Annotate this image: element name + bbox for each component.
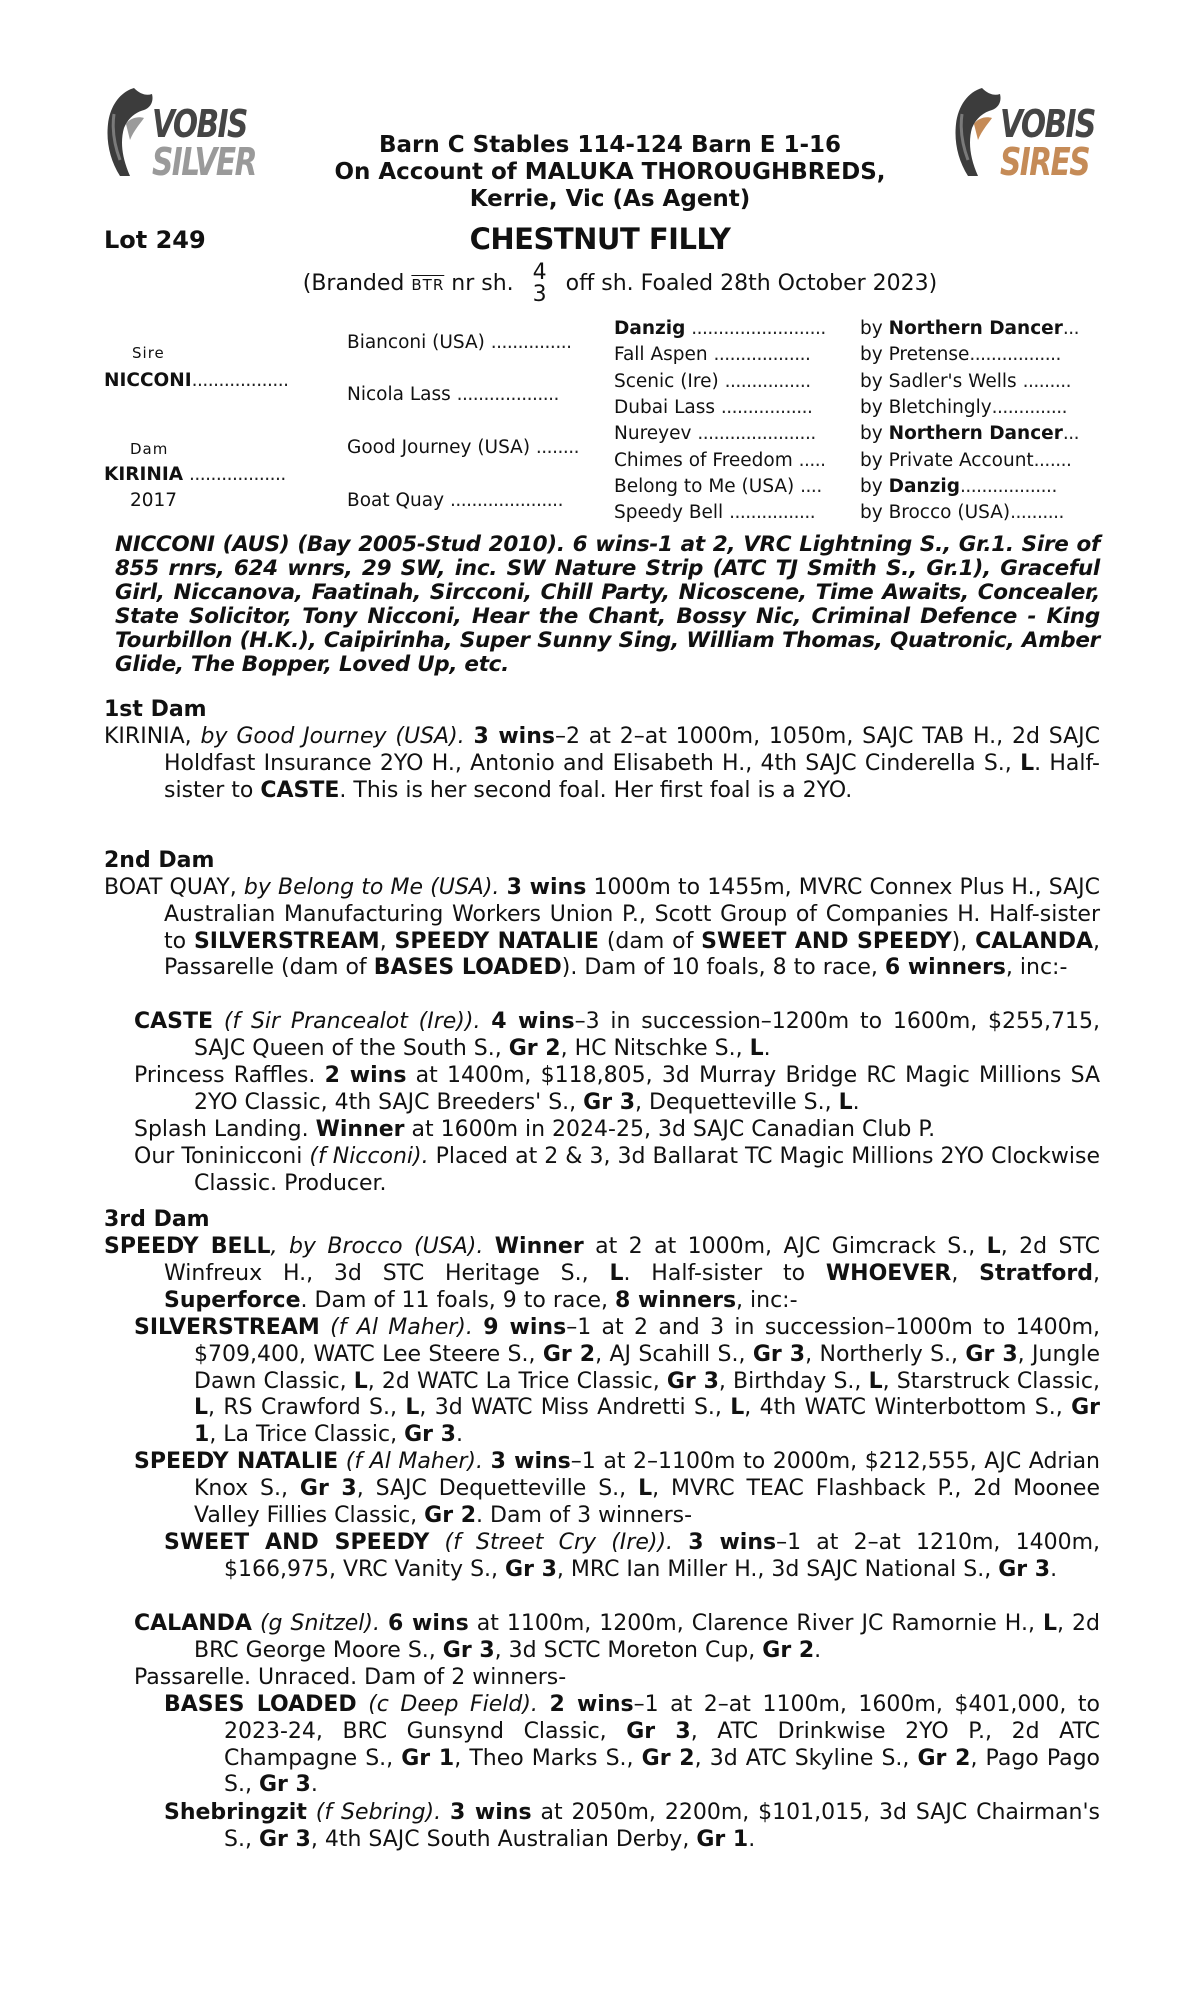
gen4-row: by Sadler's Wells ......... — [860, 371, 1071, 392]
sire-summary: NICCONI (AUS) (Bay 2005-Stud 2010). 6 wins-1 at 2, VRC Lightning S., Gr.1. Sire of 855 rnrs, 624 wnrs, 29 SW, inc. SW Nature Strip (ATC TJ Smith S., Gr.1), Graceful Girl, Niccanova, Faatinah, Sircconi, Chill Party, Nicoscene, Time Awaits, Concealer, State Solicitor, Tony Nicconi, Hear the Chant, Bossy Nic, Criminal Defence - King Tourbillon (H.K.), Caipirinha, Super Sunny Sing, William Thomas, Quatronic, Amber Glide, The Bopper, Loved Up, etc. — [115, 532, 1100, 677]
foal-entry: SILVERSTREAM (f Al Maher). 9 wins–1 at 2 and 3 in succession–1000m to 1400m, $709,400, WATC Lee Steere S., Gr 2, AJ Scahill S., Gr 3, Northerly S., Gr 3, Jungle Dawn Classic, L, 2d WATC La Trice Classic, Gr 3, Birthday S., L, Starstruck Classic, L, RS Crawford S., L, 3d WATC Miss Andretti S., L, 4th WATC Winterbottom S., Gr 1, La Trice Classic, Gr 3. — [134, 1315, 1101, 1448]
logo-word-sires: SIRES — [1000, 140, 1089, 184]
foal-name: SWEET AND SPEEDY — [164, 1530, 430, 1555]
gen4-by: by — [860, 371, 883, 392]
gen4-name: Bletchingly — [888, 397, 992, 418]
brand-mid: nr sh. — [451, 271, 514, 296]
dam-name: KIRINIA — [104, 464, 184, 485]
gen3-name: Nureyev — [614, 423, 692, 444]
gen3-row: Belong to Me (USA) .... — [614, 476, 822, 497]
dam-sire: by Good Journey (USA). — [200, 724, 465, 749]
gen4-by: by — [860, 450, 883, 471]
gen4-row: by Brocco (USA).......... — [860, 502, 1064, 523]
foal-name: Princess Raffles. — [134, 1063, 316, 1088]
dam-name: BOAT QUAY, — [104, 875, 237, 900]
foal-entry: BASES LOADED (c Deep Field). 2 wins–1 at 2–at 1100m, 1600m, $401,000, to 2023-24, BRC Gunsynd Classic, Gr 3, ATC Drinkwise 2YO P., 2d ATC Champagne S., Gr 1, Theo Marks S., Gr 2, 3d ATC Skyline S., Gr 2, Pago Pago S., Gr 3. — [164, 1692, 1101, 1798]
gen4-by: by — [860, 344, 883, 365]
gen4-by: by — [860, 397, 883, 418]
brand-fraction-bottom: 3 — [532, 282, 547, 307]
brand-fraction-top: 4 — [532, 260, 547, 285]
gen2-row: Good Journey (USA) ........ — [347, 437, 579, 458]
horse-head-icon — [948, 84, 1008, 180]
gen4-row: by Northern Dancer... — [860, 318, 1080, 339]
foal-name: Our Toninicconi — [134, 1144, 303, 1169]
foal-entry: Shebringzit (f Sebring). 3 wins at 2050m, 2200m, $101,015, 3d SAJC Chairman's S., Gr 3, 4th SAJC South Australian Derby, Gr 1. — [164, 1800, 1101, 1852]
gen3-name: Danzig — [614, 318, 686, 339]
half-sibling: CASTE — [260, 777, 340, 803]
gen4-row: by Private Account....... — [860, 450, 1072, 471]
second-dam-paragraph: BOAT QUAY, by Belong to Me (USA). 3 wins 1000m to 1455m, MVRC Connex Plus H., SAJC Australian Manufacturing Workers Union P., Scott Group of Companies H. Half-sister to SILVERSTREAM, SPEEDY NATALIE (dam of SWEET AND SPEEDY), CALANDA, Passarelle (dam of BASES LOADED). Dam of 10 foals, 8 to race, 6 winners, inc:- — [104, 875, 1101, 981]
horse-head-icon — [100, 84, 160, 180]
gen4-name: Northern Dancer — [888, 423, 1063, 444]
gen3-name: Belong to Me (USA) — [614, 476, 795, 497]
foal-name: Shebringzit — [164, 1800, 307, 1825]
foal-name: CALANDA — [134, 1611, 252, 1636]
gen3-row: Fall Aspen .................. — [614, 344, 811, 365]
gen2-name: Bianconi (USA) — [347, 332, 485, 353]
dam-label: Dam — [130, 440, 169, 458]
gen4-name: Danzig — [888, 476, 960, 497]
gen4-name: Pretense — [888, 344, 970, 365]
foal-entry: CASTE (f Sir Prancealot (Ire)). 4 wins–3 in succession–1200m to 1600m, $255,715, SAJC Queen of the South S., Gr 2, HC Nitschke S., L. — [134, 1009, 1100, 1061]
brand-line — [280, 262, 960, 306]
gen4-row: by Northern Dancer... — [860, 423, 1080, 444]
gen4-name: Private Account — [888, 450, 1034, 471]
dam-name: SPEEDY BELL — [104, 1234, 271, 1259]
foal-entry — [134, 1665, 1100, 1692]
foal-name: SILVERSTREAM — [134, 1315, 320, 1340]
gen3-name: Fall Aspen — [614, 344, 708, 365]
gen2-row: Boat Quay ..................... — [347, 490, 563, 511]
wins: 3 wins — [473, 724, 555, 749]
brand-suffix: off sh. Foaled 28th October 2023) — [565, 271, 938, 296]
gen4-row: by Bletchingly.............. — [860, 397, 1067, 418]
header-line-2: On Account of MALUKA THOROUGHBREDS, — [334, 159, 886, 185]
gen2-name: Nicola Lass — [347, 384, 451, 405]
sire-label: Sire — [132, 344, 165, 362]
gen3-row: Speedy Bell ................ — [614, 502, 816, 523]
sire-name: NICCONI — [104, 370, 192, 391]
foal-entry: SPEEDY NATALIE (f Al Maher). 3 wins–1 at 2–1100m to 2000m, $212,555, AJC Adrian Knox S., Gr 3, SAJC Dequetteville S., L, MVRC TEAC Flashback P., 2d Moonee Valley Fillies Classic, Gr 2. Dam of 3 winners- — [134, 1449, 1100, 1528]
vobis-sires-logo — [948, 84, 1108, 184]
dam-name-row: KIRINIA .................. — [104, 464, 286, 485]
gen3-name: Scenic (Ire) — [614, 371, 719, 392]
horse-title: CHESTNUT FILLY — [469, 222, 731, 256]
dam-sire: by Belong to Me (USA). — [243, 875, 500, 900]
foal-name: SPEEDY NATALIE — [134, 1449, 339, 1474]
foal-entry: CALANDA (g Snitzel). 6 wins at 1100m, 1200m, Clarence River JC Ramornie H., L, 2d BRC George Moore S., Gr 3, 3d SCTC Moreton Cup, Gr 2. — [134, 1611, 1101, 1663]
header-line-3: Kerrie, Vic (As Agent) — [469, 186, 751, 212]
foal-name: Splash Landing. — [134, 1117, 309, 1142]
gen3-name: Chimes of Freedom — [614, 450, 793, 471]
foal-entry: Splash Landing. Winner at 1600m in 2024-25, 3d SAJC Canadian Club P. — [134, 1117, 936, 1142]
foal-name: Passarelle. Unraced. Dam of 2 winners- — [134, 1665, 567, 1690]
third-dam-paragraph: SPEEDY BELL, by Brocco (USA). Winner at 2 at 1000m, AJC Gimcrack S., L, 2d STC Winfreux H., 3d STC Heritage S., L. Half-sister to WHOEVER, Stratford, Superforce. Dam of 11 foals, 9 to race, 8 winners, inc:- — [104, 1234, 1100, 1313]
foal-entry: Princess Raffles. 2 wins at 1400m, $118,805, 3d Murray Bridge RC Magic Millions SA 2YO Classic, 4th SAJC Breeders' S., Gr 3, Dequetteville S., L. — [134, 1063, 1101, 1115]
gen3-name: Speedy Bell — [614, 502, 724, 523]
header-line-1: Barn C Stables 114-124 Barn E 1-16 — [378, 132, 841, 158]
lot-number: Lot 249 — [104, 226, 206, 254]
gen4-by: by — [860, 502, 883, 523]
sire-name-row: NICCONI.................. — [104, 370, 289, 391]
brand-mark: $\overline{BTR}$ — [411, 276, 445, 294]
third-dam-heading: 3rd Dam — [104, 1207, 210, 1232]
logo-word-vobis: VOBIS — [152, 102, 247, 146]
gen3-row: Danzig ......................... — [614, 318, 826, 339]
gen4-name: Sadler's Wells — [888, 371, 1017, 392]
foal-entry: Our Toninicconi (f Nicconi). Placed at 2 & 3, 3d Ballarat TC Magic Millions 2YO Clockwise Classic. Producer. — [134, 1144, 1100, 1196]
gen4-name: Northern Dancer — [888, 318, 1063, 339]
gen2-name: Good Journey (USA) — [347, 437, 531, 458]
logo-word-silver: SILVER — [152, 140, 256, 184]
gen2-row: Bianconi (USA) ............... — [347, 332, 572, 353]
dam-name: KIRINIA, — [104, 724, 192, 749]
gen3-row: Chimes of Freedom ..... — [614, 450, 826, 471]
gen3-row: Dubai Lass ................. — [614, 397, 813, 418]
brand-prefix: (Branded — [302, 271, 405, 296]
foal-name: BASES LOADED — [164, 1692, 357, 1717]
vobis-silver-logo — [100, 84, 260, 184]
vendor-header — [290, 132, 930, 213]
first-dam-paragraph: KIRINIA, by Good Journey (USA). 3 wins–2 at 2–at 1000m, 1050m, SAJC TAB H., 2d SAJC Holdfast Insurance 2YO H., Antonio and Elisabeth H., 4th SAJC Cinderella S., L. Half-sister to CASTE. This is her second foal. Her first foal is a 2YO. — [104, 724, 1101, 803]
second-dam-heading: 2nd Dam — [104, 848, 215, 873]
gen4-name: Brocco (USA) — [888, 502, 1011, 523]
gen4-by: by — [860, 318, 883, 339]
gen3-row: Scenic (Ire) ................ — [614, 371, 811, 392]
gen4-by: by — [860, 423, 883, 444]
foal-entry: SWEET AND SPEEDY (f Street Cry (Ire)). 3 wins–1 at 2–at 1210m, 1400m, $166,975, VRC Vanity S., Gr 3, MRC Ian Miller H., 3d SAJC National S., Gr 3. — [164, 1530, 1100, 1582]
gen2-row: Nicola Lass ................... — [347, 384, 559, 405]
brand-fraction — [533, 262, 547, 306]
gen3-row: Nureyev ...................... — [614, 423, 816, 444]
gen4-by: by — [860, 476, 883, 497]
logo-word-vobis: VOBIS — [1000, 102, 1095, 146]
foal-name: CASTE — [134, 1009, 214, 1034]
gen4-row: by Pretense................. — [860, 344, 1061, 365]
gen2-name: Boat Quay — [347, 490, 445, 511]
gen3-name: Dubai Lass — [614, 397, 715, 418]
first-dam-heading: 1st Dam — [104, 697, 207, 722]
dam-sire: , by Brocco (USA). — [270, 1234, 484, 1259]
dam-year: 2017 — [130, 490, 178, 511]
gen4-row: by Danzig.................. — [860, 476, 1057, 497]
